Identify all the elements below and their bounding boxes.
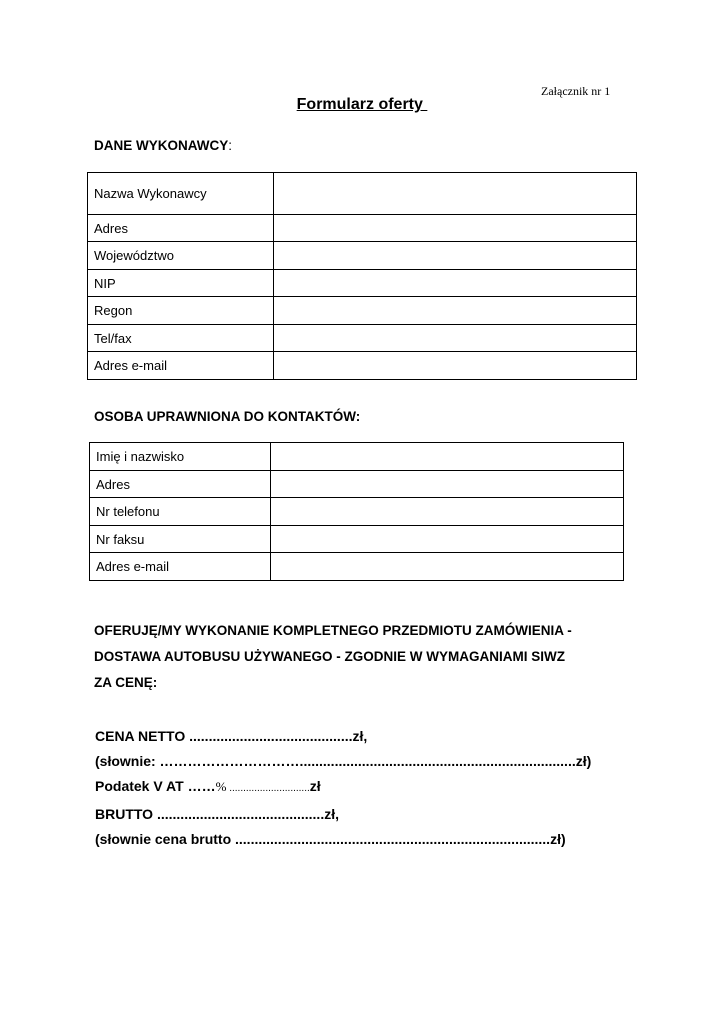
contractor-regon-field[interactable]	[274, 297, 637, 325]
vat-label: Podatek V AT ……	[95, 778, 216, 794]
contractor-telfax-field[interactable]	[274, 325, 637, 352]
page-title: Formularz oferty	[296, 96, 428, 113]
net-price-line: CENA NETTO ..........................................zł,	[95, 728, 368, 744]
contact-phone-field[interactable]	[271, 498, 624, 526]
contractor-address-field[interactable]	[274, 215, 637, 242]
contact-label-address: Adres	[90, 471, 271, 498]
gross-price-words-line: (słownie cena brutto .................................................................................zł)	[95, 831, 566, 847]
contact-label-name: Imię i nazwisko	[90, 443, 271, 471]
contact-address-field[interactable]	[271, 471, 624, 498]
net-price-words-line: (słownie: ………………………….......................................................................zł)	[95, 753, 592, 769]
offer-statement	[94, 618, 634, 696]
contact-table	[89, 442, 624, 581]
vat-unit: zł	[309, 778, 321, 794]
contact-name-field[interactable]	[271, 443, 624, 471]
contractor-email-field[interactable]	[274, 352, 637, 380]
contractor-nip-field[interactable]	[274, 270, 637, 297]
price-section	[95, 724, 635, 852]
table-row	[90, 498, 624, 526]
contractor-label-telfax: Tel/fax	[88, 325, 274, 352]
table-row	[90, 526, 624, 553]
table-row	[88, 173, 637, 215]
vat-line	[95, 774, 635, 799]
offer-line-2: DOSTAWA AUTOBUSU UŻYWANEGO - ZGODNIE W WYMAGANIAMI SIWZ	[94, 649, 565, 664]
offer-line-1: OFERUJĘ/MY WYKONANIE KOMPLETNEGO PRZEDMIOTU ZAMÓWIENIA -	[94, 623, 572, 638]
table-row	[88, 297, 637, 325]
contractor-name-field[interactable]	[274, 173, 637, 215]
contractor-heading-text: DANE WYKONAWCY	[94, 138, 229, 153]
contractor-label-nip: NIP	[88, 270, 274, 297]
table-row	[88, 242, 637, 270]
table-row	[90, 443, 624, 471]
contact-heading: OSOBA UPRAWNIONA DO KONTAKTÓW:	[94, 409, 361, 424]
table-row	[88, 215, 637, 242]
contact-label-phone: Nr telefonu	[90, 498, 271, 526]
contractor-label-regon: Regon	[88, 297, 274, 325]
vat-dots: .............................	[226, 783, 310, 794]
contractor-heading-colon: :	[228, 138, 233, 153]
contact-fax-field[interactable]	[271, 526, 624, 553]
gross-price-line: BRUTTO ...........................................zł,	[95, 806, 339, 822]
offer-line-3: ZA CENĘ:	[94, 675, 158, 690]
contact-label-fax: Nr faksu	[90, 526, 271, 553]
contractor-label-voivodeship: Województwo	[88, 242, 274, 270]
attachment-label: Załącznik nr 1	[541, 84, 611, 98]
table-row	[88, 325, 637, 352]
table-row	[88, 270, 637, 297]
contact-email-field[interactable]	[271, 553, 624, 581]
contractor-heading	[94, 138, 232, 153]
contractor-label-address: Adres	[88, 215, 274, 242]
table-row	[90, 471, 624, 498]
table-row	[90, 553, 624, 581]
contractor-table	[87, 172, 637, 380]
contractor-voivodeship-field[interactable]	[274, 242, 637, 270]
vat-percent: %	[215, 779, 227, 794]
contractor-label-email: Adres e-mail	[88, 352, 274, 380]
table-row	[88, 352, 637, 380]
contact-label-email: Adres e-mail	[90, 553, 271, 581]
contractor-label-name: Nazwa Wykonawcy	[88, 173, 274, 215]
